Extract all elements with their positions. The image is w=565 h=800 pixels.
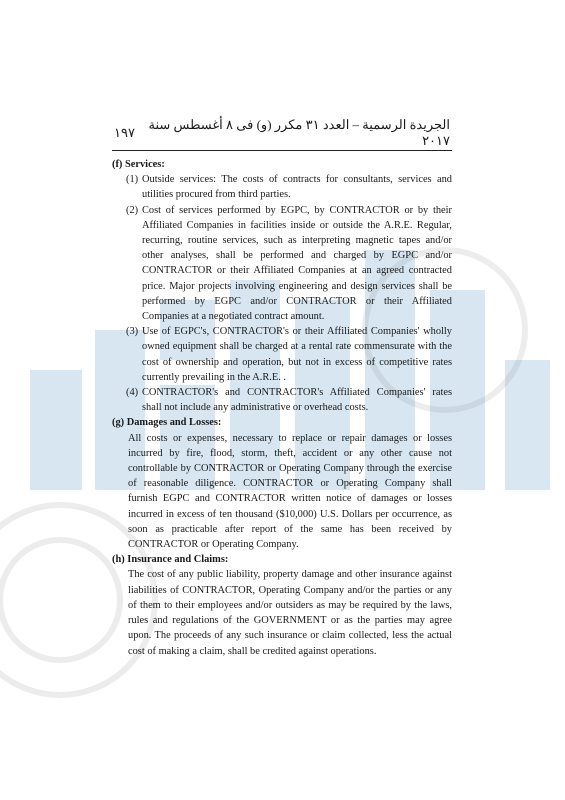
list-item xyxy=(126,203,452,325)
list-item-text: Use of EGPC's, CONTRACTOR's or their Affiliated Companies' wholly owned equipment shall be charged at a rental rate commensurate with the cost of ownership and operation, but not in excess of competitive rates currently prevailing in the A.R.E. . xyxy=(142,326,452,383)
section-paragraph-damages: All costs or expenses, necessary to replace or repair damages or losses incurred by fire, flood, storm, theft, accident or any other cause not controllable by CONTRACTOR or Operating Company through the exercise of reasonable diligence. CONTRACTOR or Operating Company shall furnish EGPC and CONTRACTOR written notice of damages or losses incurred in excess of ten thousand ($10,000) U.S. Dollars per occurrence, as soon as practicable after report of the same has been received by CONTRACTOR or Operating Company. xyxy=(128,432,452,551)
list-item-number: (1) xyxy=(126,174,139,186)
document-body xyxy=(112,157,452,659)
list-item xyxy=(126,385,452,415)
section-paragraph-insurance: The cost of any public liability, property damage and other insurance against liabilities of CONTRACTOR, Operating Company and/or the parties or any of them to their employees and/or outsiders as may be required by the laws, rules and regulations of the GOVERNMENT or as the parties may agree upon. The proceeds of any such insurance or claim collected, less the actual cost of making a claim, shall be credited against operations. xyxy=(128,569,452,657)
list-item-text: CONTRACTOR's and CONTRACTOR's Affiliated Companies' rates shall not include any administrative or overhead costs. xyxy=(142,387,452,414)
gazette-title: الجريدة الرسمية – العدد ٣١ مكرر (و) فى ٨ أغسطس سنة ٢٠١٧ xyxy=(148,117,450,148)
page-header xyxy=(114,117,450,148)
section-heading-insurance: (h) Insurance and Claims: xyxy=(112,554,229,566)
section-heading-damages: (g) Damages and Losses: xyxy=(112,417,222,429)
header-rule xyxy=(112,150,452,151)
page-number: ١٩٧ xyxy=(114,125,135,140)
list-item-text: Outside services: The costs of contracts for consultants, services and utilities procured from third parties. xyxy=(142,174,452,201)
list-item-text: Cost of services performed by EGPC, by CONTRACTOR or by their Affiliated Companies in facilities inside or outside the A.R.E. Regular, recurring, routine services, such as interpreting magnetic tapes and/or other analyses, shall be performed and charged by EGPC and/or CONTRACTOR or their Affiliated Companies at an agreed contracted price. Major projects involving engineering and design services shall be performed by EGPC and/or CONTRACTOR or their Affiliated Companies at a negotiated contract amount. xyxy=(142,204,452,323)
list-item-number: (3) xyxy=(126,326,139,338)
list-item-number: (4) xyxy=(126,387,139,399)
list-item xyxy=(126,324,452,385)
list-item-number: (2) xyxy=(126,204,139,216)
list-item xyxy=(126,172,452,202)
section-heading-services: (f) Services: xyxy=(112,159,165,170)
